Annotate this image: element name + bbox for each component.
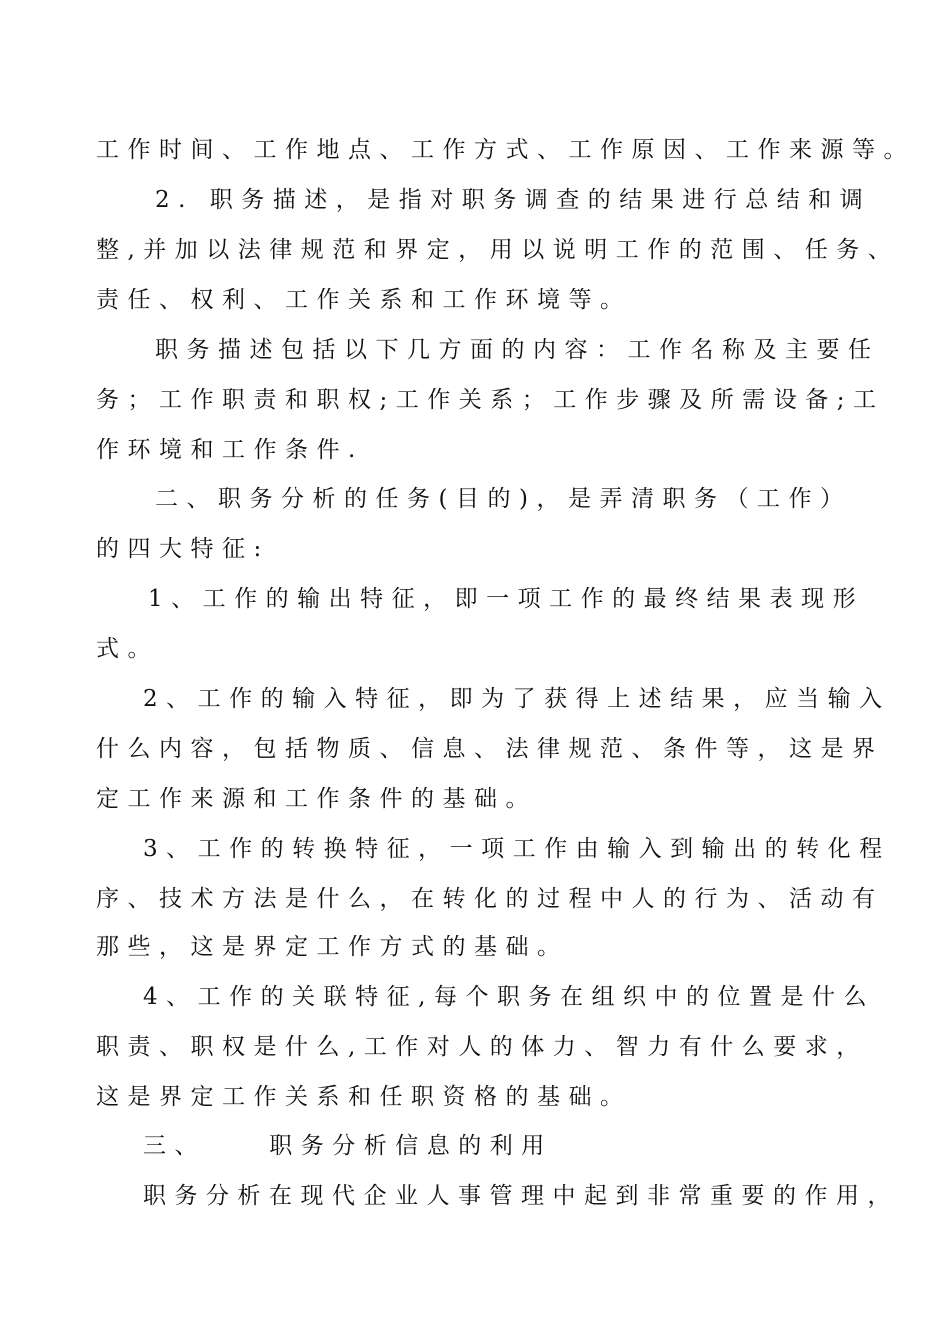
text-line: 什么内容，包括物质、信息、法律规范、条件等，这是界: [96, 736, 884, 762]
text-line: 4、工作的关联特征,每个职务在组织中的位置是什么: [143, 984, 875, 1010]
text-line: 务；工作职责和职权;工作关系；工作步骤及所需设备;工: [96, 387, 885, 413]
text-line: 定工作来源和工作条件的基础。: [96, 786, 537, 812]
text-line: 3、工作的转换特征，一项工作由输入到输出的转化程: [143, 836, 891, 862]
text-line: 整,并加以法律规范和界定，用以说明工作的范围、任务、: [96, 237, 900, 263]
text-line: 职务描述包括以下几方面的内容：工作名称及主要任: [155, 337, 880, 363]
text-line: 的四大特征:: [96, 536, 270, 562]
text-line: 二、职务分析的任务(目的)，是弄清职务（工作）: [155, 486, 852, 512]
text-line: 职责、职权是什么,工作对人的体力、智力有什么要求，: [96, 1034, 868, 1060]
text-line: 2. 职务描述，是指对职务调查的结果进行总结和调: [155, 187, 872, 213]
text-line: 那些，这是界定工作方式的基础。: [96, 934, 569, 960]
text-line: 这是界定工作关系和任职资格的基础。: [96, 1084, 632, 1110]
section-heading: 三、 职务分析信息的利用: [143, 1133, 553, 1159]
text-line: 责任、权利、工作关系和工作环境等。: [96, 287, 632, 313]
text-line: 2、工作的输入特征，即为了获得上述结果，应当输入: [143, 686, 891, 712]
text-line: 序、技术方法是什么，在转化的过程中人的行为、活动有: [96, 886, 884, 912]
text-line: 作环境和工作条件.: [96, 437, 364, 463]
text-line: 工作时间、工作地点、工作方式、工作原因、工作来源等。: [96, 137, 915, 163]
text-line: 1、工作的输出特征，即一项工作的最终结果表现形: [148, 586, 865, 612]
text-line: 式。: [96, 636, 159, 662]
text-line: 职务分析在现代企业人事管理中起到非常重要的作用，: [143, 1183, 899, 1209]
